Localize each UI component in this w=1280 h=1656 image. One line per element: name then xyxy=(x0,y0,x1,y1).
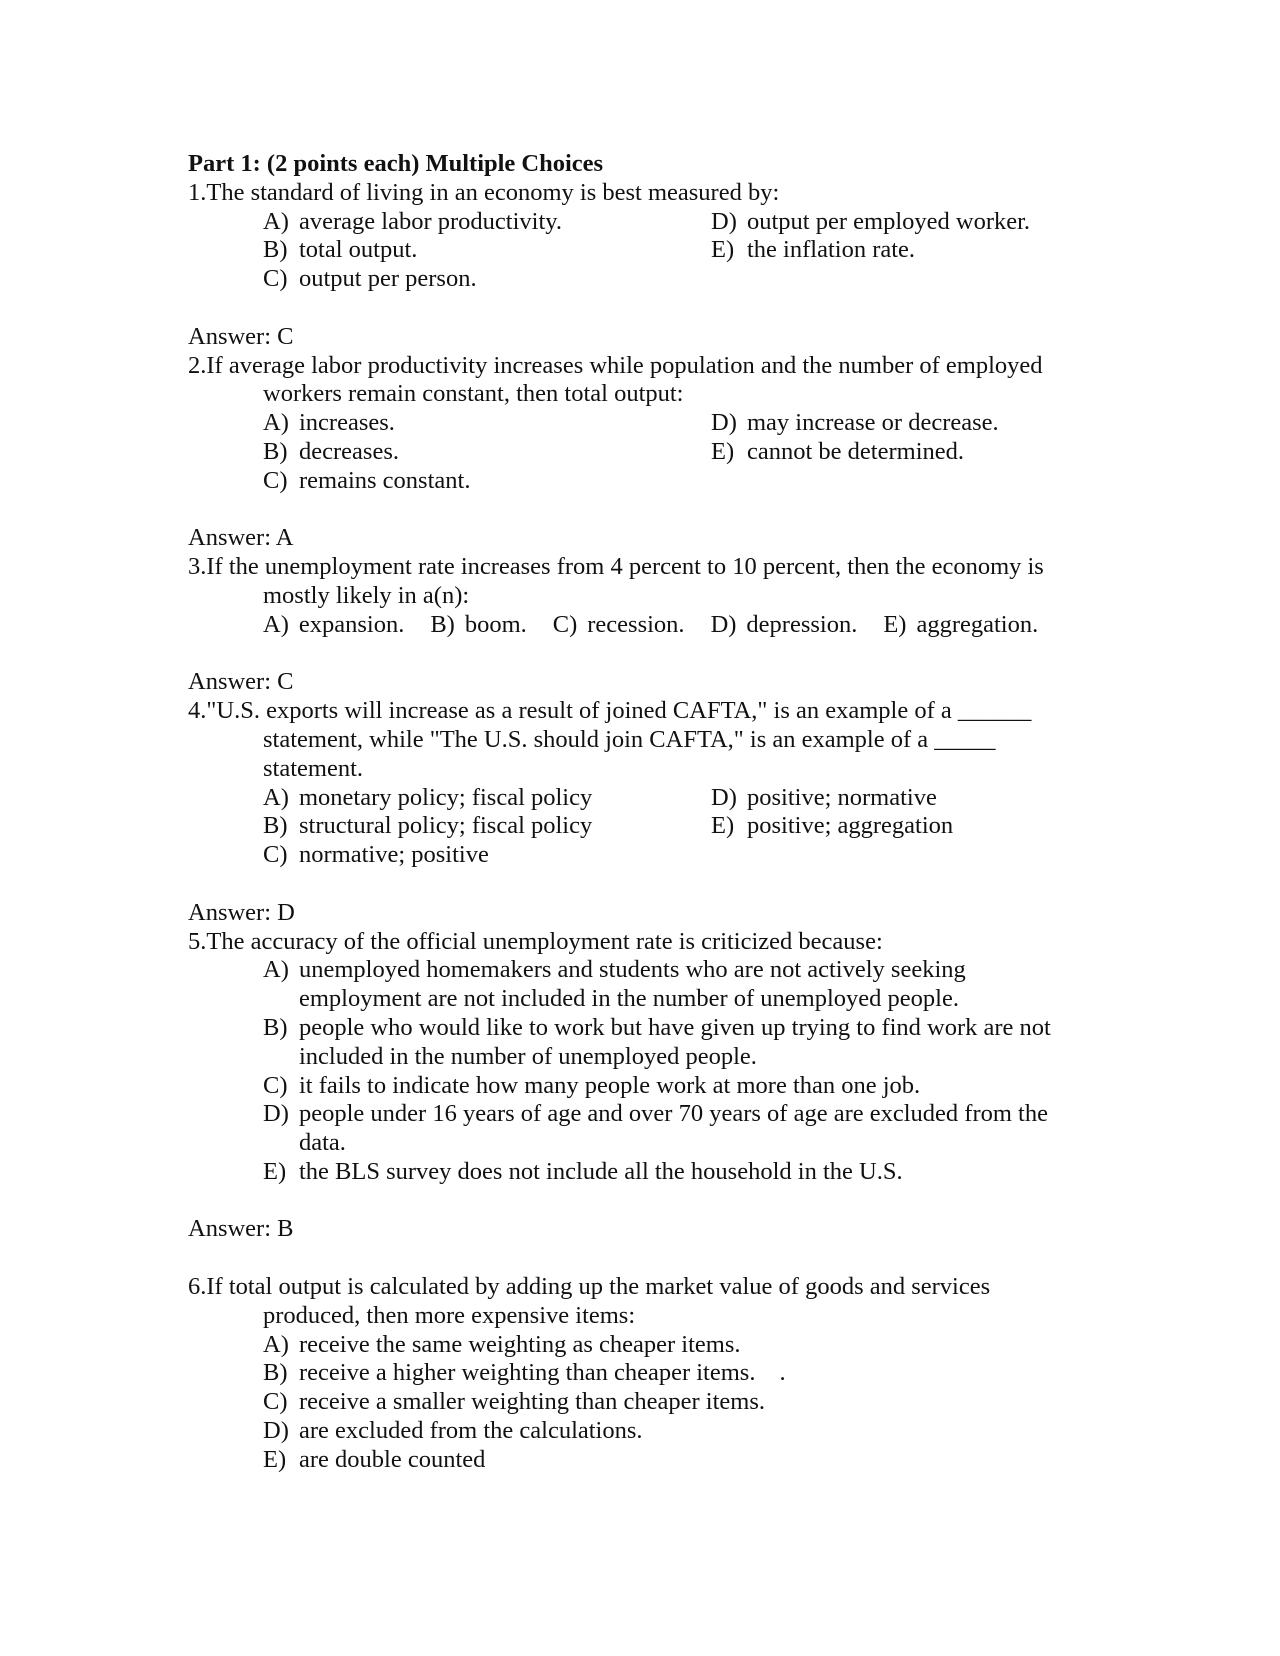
question-1-options xyxy=(188,208,1088,294)
q3-option-b: B) boom. xyxy=(430,610,527,638)
q6-option-b: B) receive a higher weighting than cheaper items. . xyxy=(263,1359,786,1387)
question-4-options xyxy=(188,784,1088,870)
question-4-stem: 4."U.S. exports will increase as a result of joined CAFTA," is an example of a ______ xyxy=(188,697,1032,725)
q4-option-e: E) positive; aggregation xyxy=(711,812,954,840)
q1-option-d: D) output per employed worker. xyxy=(711,207,1031,235)
question-2-stem: 2.If average labor productivity increases while population and the number of employed xyxy=(188,351,1043,379)
q5-option-b: B) people who would like to work but have given up trying to find work are not included in the number of unemployed people. xyxy=(263,1013,1051,1070)
question-5-stem: 5.The accuracy of the official unemployment rate is criticized because: xyxy=(188,927,883,955)
answer-1: Answer: C xyxy=(188,322,294,350)
q2-option-a: A) increases. xyxy=(263,409,395,437)
q6-option-d: D) are excluded from the calculations. xyxy=(263,1417,643,1445)
answer-2: Answer: A xyxy=(188,524,294,552)
question-5-options xyxy=(188,956,1088,1186)
q3-option-a: A) expansion. xyxy=(263,610,405,638)
stray-period: . xyxy=(779,1359,786,1387)
q3-option-e: E) aggregation. xyxy=(883,610,1039,638)
q4-option-b: B) structural policy; fiscal policy xyxy=(263,812,593,840)
q3-option-c: C) recession. xyxy=(552,610,685,638)
answer-3: Answer: C xyxy=(188,668,294,696)
answer-5: Answer: B xyxy=(188,1215,294,1243)
question-3-stem-cont: mostly likely in a(n): xyxy=(263,581,470,609)
question-4-stem-cont: statement, while "The U.S. should join CAFTA," is an example of a _____ xyxy=(263,725,996,753)
q4-option-c: C) normative; positive xyxy=(263,841,489,869)
q2-option-e: E) cannot be determined. xyxy=(711,437,965,465)
q5-option-e: E) the BLS survey does not include all the household in the U.S. xyxy=(263,1157,903,1185)
q1-option-c: C) output per person. xyxy=(263,265,477,293)
q5-option-d: D) people under 16 years of age and over 70 years of age are excluded from the data. xyxy=(263,1100,1048,1157)
q1-option-e: E) the inflation rate. xyxy=(711,236,916,264)
question-2-options xyxy=(188,409,1088,495)
question-6-stem-cont: produced, then more expensive items: xyxy=(263,1301,636,1329)
q6-option-a: A) receive the same weighting as cheaper items. xyxy=(263,1330,741,1358)
q2-option-d: D) may increase or decrease. xyxy=(711,409,999,437)
answer-4: Answer: D xyxy=(188,898,295,926)
q1-option-a: A) average labor productivity. xyxy=(263,207,563,235)
question-1-stem: 1.The standard of living in an economy is best measured by: xyxy=(188,178,780,206)
q4-option-a: A) monetary policy; fiscal policy xyxy=(263,783,593,811)
q4-option-d: D) positive; normative xyxy=(711,783,937,811)
question-4-stem-cont-2: statement. xyxy=(263,754,364,782)
q5-option-a: A) unemployed homemakers and students who are not actively seeking employment are not included in the number of unemployed people. xyxy=(263,956,966,1013)
question-2-stem-cont: workers remain constant, then total output: xyxy=(263,380,684,408)
q1-option-b: B) total output. xyxy=(263,236,418,264)
q3-option-d: D) depression. xyxy=(710,610,858,638)
question-3-options xyxy=(188,611,1088,640)
q2-option-b: B) decreases. xyxy=(263,437,399,465)
exam-page xyxy=(188,150,1088,1475)
q6-option-e: E) are double counted xyxy=(263,1445,486,1473)
section-title: Part 1: (2 points each) Multiple Choices xyxy=(188,150,604,177)
q5-option-c: C) it fails to indicate how many people work at more than one job. xyxy=(263,1071,921,1099)
question-3-stem: 3.If the unemployment rate increases from 4 percent to 10 percent, then the economy is xyxy=(188,553,1044,581)
q2-option-c: C) remains constant. xyxy=(263,466,471,494)
question-6-options xyxy=(188,1331,1088,1475)
q6-option-c: C) receive a smaller weighting than cheaper items. xyxy=(263,1388,765,1416)
question-6-stem: 6.If total output is calculated by adding up the market value of goods and services xyxy=(188,1273,991,1301)
